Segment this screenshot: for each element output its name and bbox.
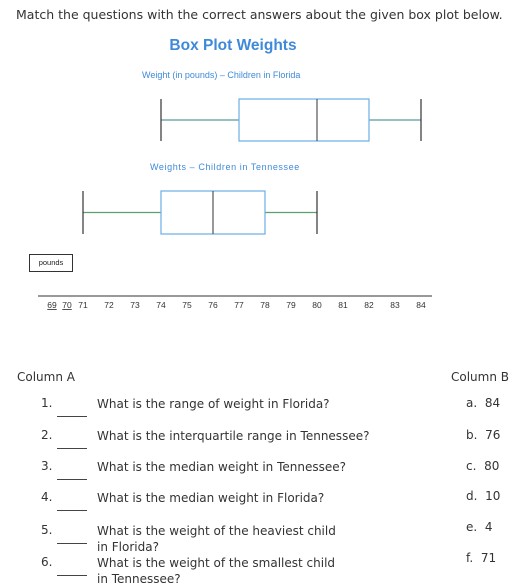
question-text-5: What is the weight of the heaviest child in Florida? [97,524,336,554]
answer-letter-e: e. [466,520,478,534]
answer-choice-e [466,520,492,534]
answer-blank-4[interactable] [57,510,87,511]
x-tick-label-80: 80 [312,300,322,310]
instructions: Match the questions with the correct answers about the given box plot below. [16,7,503,22]
florida-plot-label: Weight (in pounds) – Children in Florida [142,70,301,80]
x-tick-label-75: 75 [182,300,192,310]
question-number-3: 3. [41,459,53,473]
answer-choice-a [466,396,500,410]
chart-title: Box Plot Weights [169,37,297,54]
answer-choice-b [466,428,500,442]
question-text-3: What is the median weight in Tennessee? [97,460,346,474]
tennessee-plot-label: Weights – Children in Tennessee [150,162,300,172]
question-number-1: 1. [41,396,53,410]
question-number-6: 6. [41,555,53,569]
x-tick-label-72: 72 [104,300,114,310]
x-tick-label-78: 78 [260,300,270,310]
x-tick-label-69: 69 [47,300,57,310]
x-tick-label-81: 81 [338,300,348,310]
florida-box [239,99,369,141]
x-tick-label-73: 73 [130,300,140,310]
x-tick-label-70: 70 [62,300,72,310]
column-a-heading: Column A [17,370,75,384]
question-text-6: What is the weight of the smallest child in Tennessee? [97,556,336,586]
answer-letter-b: b. [466,428,478,442]
answer-letter-c: c. [466,459,477,473]
x-tick-label-76: 76 [208,300,218,310]
question-number-4: 4. [41,490,53,504]
answer-value-c: 80 [484,459,500,473]
x-tick-label-74: 74 [156,300,166,310]
answer-value-a: 84 [484,396,501,410]
answer-letter-f: f. [466,551,474,565]
question-text-4: What is the median weight in Florida? [97,491,325,505]
x-tick-label-79: 79 [286,300,296,310]
x-tick-label-82: 82 [364,300,374,310]
answer-value-b: 76 [485,428,501,442]
x-tick-label-83: 83 [390,300,400,310]
answer-blank-6[interactable] [57,575,87,576]
x-tick-label-84: 84 [416,300,426,310]
answer-choice-d [466,489,500,503]
answer-choice-c [466,459,499,473]
x-tick-label-77: 77 [234,300,244,310]
answer-value-d: 10 [485,489,501,503]
answer-letter-d: d. [466,489,478,503]
answer-letter-a: a. [466,396,478,410]
answer-choice-f [466,551,496,565]
question-number-5: 5. [41,523,53,537]
units-box: pounds [29,254,73,272]
answer-blank-3[interactable] [57,479,87,480]
answer-value-f: 71 [480,551,497,565]
answer-blank-5[interactable] [57,543,87,544]
question-text-2: What is the interquartile range in Tennessee? [97,429,370,443]
column-b-heading: Column B [451,370,510,384]
question-text-1: What is the range of weight in Florida? [97,397,330,411]
answer-blank-2[interactable] [57,448,87,449]
question-number-2: 2. [41,428,53,442]
x-tick-label-71: 71 [78,300,88,310]
answer-blank-1[interactable] [57,416,87,417]
answer-value-e: 4 [484,520,493,534]
